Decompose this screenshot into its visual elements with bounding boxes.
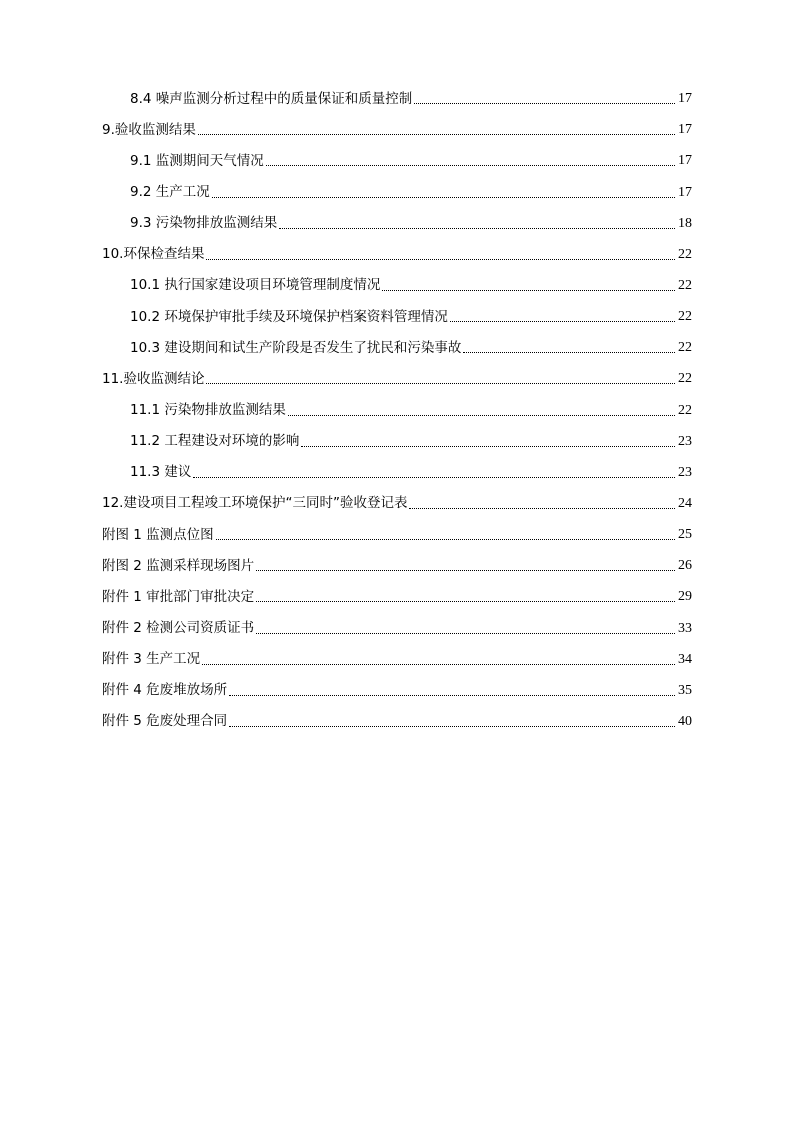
toc-dot-leader — [229, 694, 675, 696]
toc-entry[interactable] — [102, 76, 692, 107]
toc-dot-leader — [409, 507, 675, 509]
toc-page-number: 33 — [678, 620, 692, 636]
toc-dot-leader — [256, 632, 675, 634]
toc-entry[interactable] — [102, 356, 692, 387]
toc-entry-title: 9.2 生产工况 — [130, 184, 210, 201]
toc-entry[interactable] — [102, 512, 692, 543]
toc-dot-leader — [216, 538, 675, 540]
toc-dot-leader — [301, 445, 675, 447]
toc-entry[interactable] — [102, 450, 692, 481]
toc-page-number: 17 — [678, 153, 692, 169]
toc-entry[interactable] — [102, 699, 692, 730]
toc-page-number: 17 — [678, 91, 692, 107]
toc-entry-title: 附图 2 监测采样现场图片 — [102, 557, 255, 574]
toc-entry-title: 8.4 噪声监测分析过程中的质量保证和质量控制 — [130, 90, 413, 107]
toc-entry[interactable] — [102, 481, 692, 512]
toc-dot-leader — [256, 569, 675, 571]
toc-page-number: 22 — [678, 402, 692, 418]
toc-entry[interactable] — [102, 232, 692, 263]
toc-dot-leader — [288, 414, 675, 416]
toc-entry-title: 9.1 监测期间天气情况 — [130, 152, 264, 169]
toc-dot-leader — [229, 725, 675, 727]
toc-entry-title: 11.1 污染物排放监测结果 — [130, 402, 286, 419]
toc-entry-title: 9.3 污染物排放监测结果 — [130, 215, 278, 232]
toc-entry[interactable] — [102, 325, 692, 356]
toc-page-number: 40 — [678, 713, 692, 729]
toc-entry-title: 附件 2 检测公司资质证书 — [102, 620, 255, 637]
toc-entry-title: 附图 1 监测点位图 — [102, 526, 214, 543]
toc-dot-leader — [198, 133, 675, 135]
toc-entry-title: 9.验收监测结果 — [102, 121, 196, 138]
toc-entry-title: 12.建设项目工程竣工环境保护“三同时”验收登记表 — [102, 495, 408, 512]
toc-page-number: 17 — [678, 122, 692, 138]
toc-entry[interactable] — [102, 543, 692, 574]
toc-page-number: 23 — [678, 464, 692, 480]
toc-dot-leader — [202, 663, 675, 665]
toc-entry-title: 10.环保检查结果 — [102, 246, 205, 263]
toc-dot-leader — [193, 476, 675, 478]
toc-entry-title: 11.3 建议 — [130, 464, 192, 481]
toc-dot-leader — [450, 320, 675, 322]
toc-page-number: 22 — [678, 246, 692, 262]
toc-dot-leader — [414, 102, 675, 104]
toc-entry[interactable] — [102, 263, 692, 294]
table-of-contents — [102, 76, 692, 730]
toc-entry-title: 附件 4 危废堆放场所 — [102, 682, 228, 699]
toc-dot-leader — [206, 258, 675, 260]
toc-page-number: 22 — [678, 309, 692, 325]
toc-page-number: 22 — [678, 371, 692, 387]
toc-entry[interactable] — [102, 574, 692, 605]
toc-entry-title: 10.2 环境保护审批手续及环境保护档案资料管理情况 — [130, 308, 448, 325]
toc-page-number: 22 — [678, 340, 692, 356]
toc-entry[interactable] — [102, 637, 692, 668]
toc-dot-leader — [463, 351, 675, 353]
toc-page-number: 18 — [678, 215, 692, 231]
toc-entry[interactable] — [102, 387, 692, 418]
toc-page-number: 24 — [678, 495, 692, 511]
toc-dot-leader — [382, 289, 675, 291]
toc-page-number: 23 — [678, 433, 692, 449]
toc-dot-leader — [266, 164, 675, 166]
toc-entry[interactable] — [102, 294, 692, 325]
toc-dot-leader — [206, 382, 675, 384]
toc-page-number: 17 — [678, 184, 692, 200]
toc-page-number: 25 — [678, 527, 692, 543]
toc-entry-title: 11.2 工程建设对环境的影响 — [130, 433, 300, 450]
toc-entry-title: 附件 3 生产工况 — [102, 651, 201, 668]
toc-entry-title: 附件 1 审批部门审批决定 — [102, 588, 255, 605]
toc-page-number: 22 — [678, 277, 692, 293]
toc-entry[interactable] — [102, 169, 692, 200]
toc-page-number: 26 — [678, 558, 692, 574]
toc-dot-leader — [256, 600, 675, 602]
toc-dot-leader — [279, 227, 675, 229]
toc-entry[interactable] — [102, 107, 692, 138]
toc-entry-title: 附件 5 危废处理合同 — [102, 713, 228, 730]
toc-entry[interactable] — [102, 668, 692, 699]
toc-dot-leader — [212, 196, 675, 198]
toc-entry[interactable] — [102, 605, 692, 636]
toc-entry-title: 10.3 建设期间和试生产阶段是否发生了扰民和污染事故 — [130, 339, 462, 356]
toc-entry[interactable] — [102, 138, 692, 169]
toc-page-number: 29 — [678, 589, 692, 605]
toc-entry-title: 11.验收监测结论 — [102, 370, 205, 387]
toc-page-number: 35 — [678, 682, 692, 698]
toc-entry-title: 10.1 执行国家建设项目环境管理制度情况 — [130, 277, 381, 294]
toc-entry[interactable] — [102, 419, 692, 450]
toc-entry[interactable] — [102, 201, 692, 232]
toc-page-number: 34 — [678, 651, 692, 667]
